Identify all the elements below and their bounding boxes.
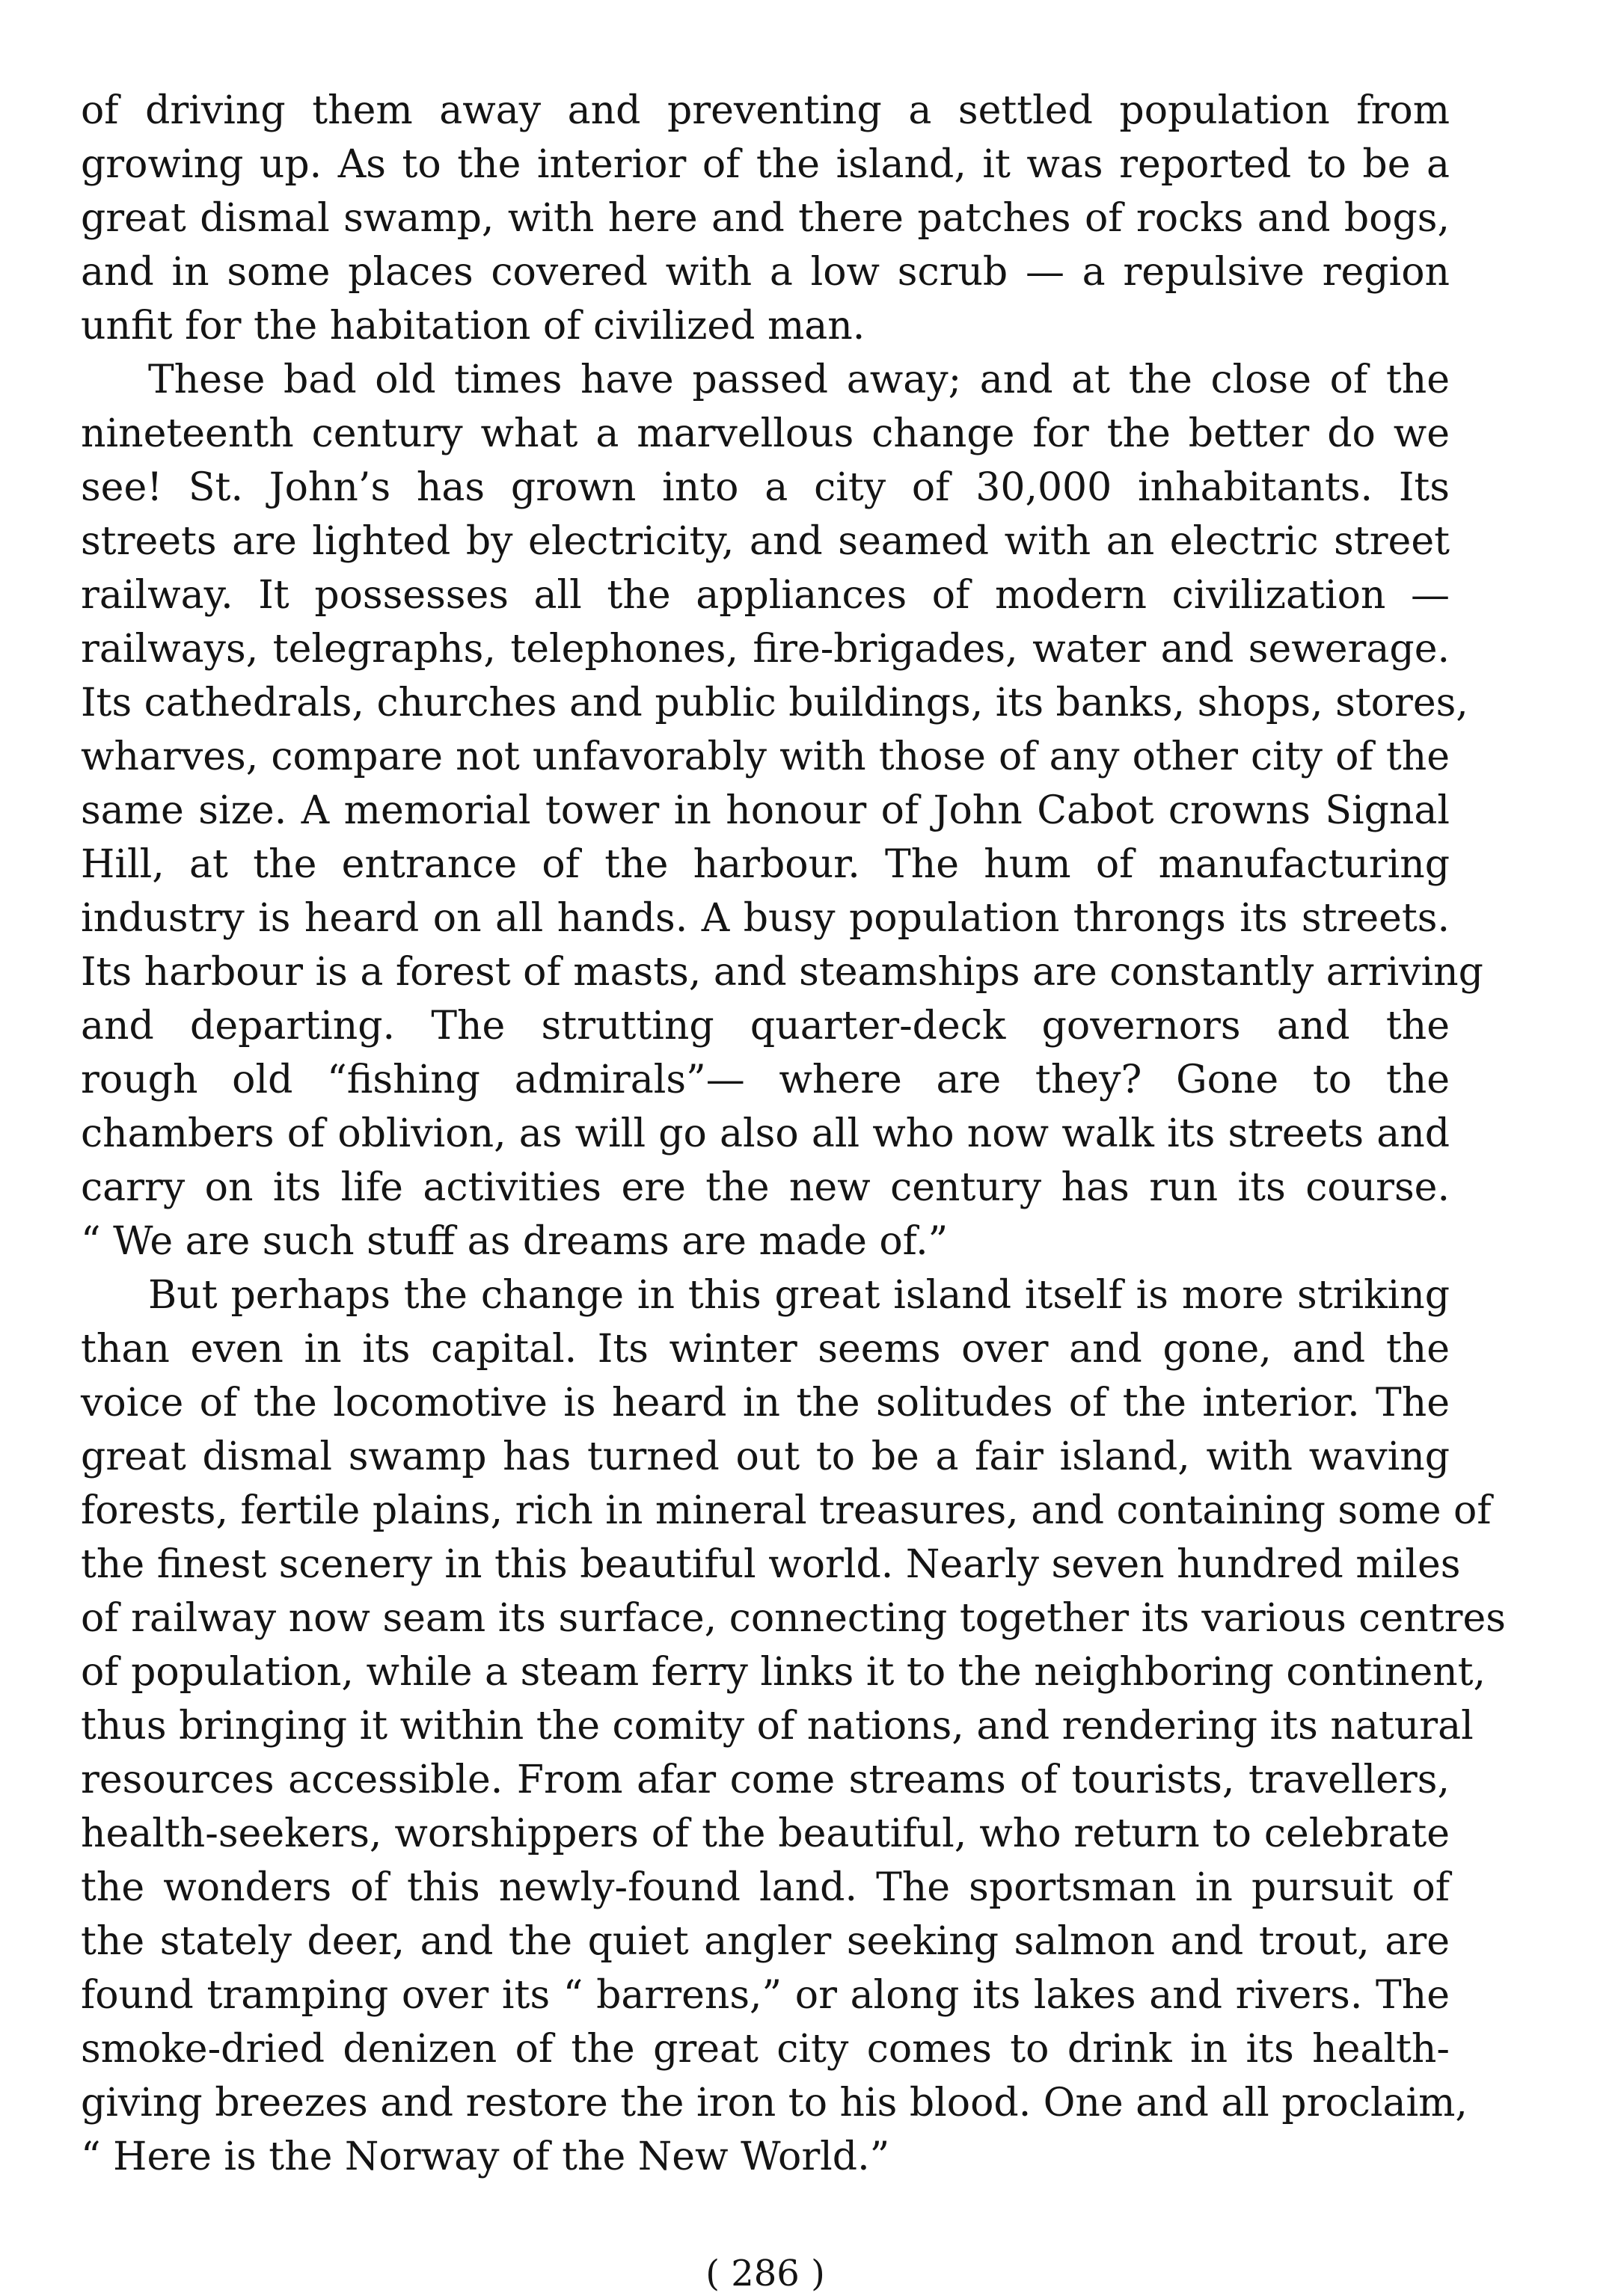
text-line: see! St. John’s has grown into a city of 30,000 inhabitants. Its (81, 465, 1450, 510)
text-line: of railway now seam its surface, connecting together its various centres (81, 1596, 1506, 1641)
text-line: voice of the locomotive is heard in the solitudes of the interior. The (81, 1381, 1450, 1425)
text-line: smoke-dried denizen of the great city comes to drink in its health- (81, 2027, 1450, 2072)
text-line: Its harbour is a forest of masts, and steamships are constantly arriving (81, 950, 1483, 995)
text-line: “ Here is the Norway of the New World.” (81, 2134, 890, 2179)
text-line: the stately deer, and the quiet angler seeking salmon and trout, are (81, 1919, 1450, 1964)
text-line: wharves, compare not unfavorably with those of any other city of the (81, 734, 1450, 779)
text-line: great dismal swamp has turned out to be a fair island, with waving (81, 1434, 1450, 1479)
text-line: same size. A memorial tower in honour of John Cabot crowns Signal (81, 788, 1450, 833)
page-body (81, 84, 1506, 2295)
text-line: great dismal swamp, with here and there patches of rocks and bogs, (81, 196, 1450, 241)
text-line: These bad old times have passed away; and at the close of the (148, 357, 1450, 402)
text-line: unfit for the habitation of civilized man. (81, 304, 865, 349)
text-line: giving breezes and restore the iron to his blood. One and all proclaim, (81, 2081, 1468, 2125)
page-number: ( 286 ) (705, 2253, 825, 2295)
text-line: streets are lighted by electricity, and seamed with an electric street (81, 519, 1450, 564)
text-line: the finest scenery in this beautiful world. Nearly seven hundred miles (81, 1542, 1461, 1587)
paragraph-3 (81, 1268, 1506, 2184)
text-line: resources accessible. From afar come streams of tourists, travellers, (81, 1758, 1450, 1802)
text-line: health-seekers, worshippers of the beautiful, who return to celebrate (81, 1811, 1450, 1856)
text-line: than even in its capital. Its winter seems over and gone, and the (81, 1327, 1450, 1372)
text-line: found tramping over its “ barrens,” or along its lakes and rivers. The (81, 1973, 1450, 2018)
text-line: carry on its life activities ere the new century has run its course. (81, 1165, 1450, 1210)
text-line: Its cathedrals, churches and public buildings, its banks, shops, stores, (81, 681, 1468, 725)
text-line: chambers of oblivion, as will go also all who now walk its streets and (81, 1111, 1450, 1156)
text-line: railway. It possesses all the appliances of modern civilization — (81, 573, 1450, 618)
text-line: of driving them away and preventing a settled population from (81, 88, 1450, 133)
text-line: Hill, at the entrance of the harbour. The hum of manufacturing (81, 842, 1450, 887)
text-line: “ We are such stuff as dreams are made of.” (81, 1219, 949, 1264)
text-line: forests, fertile plains, rich in mineral treasures, and containing some of (81, 1488, 1492, 1533)
text-line: industry is heard on all hands. A busy population throngs its streets. (81, 896, 1450, 941)
text-line: thus bringing it within the comity of nations, and rendering its natural (81, 1704, 1474, 1749)
text-line: and departing. The strutting quarter-deck governors and the (81, 1004, 1450, 1049)
text-line: railways, telegraphs, telephones, fire-brigades, water and sewerage. (81, 627, 1450, 672)
paragraph-1 (81, 84, 1450, 353)
text-line: of population, while a steam ferry links it to the neighboring continent, (81, 1650, 1486, 1695)
text-line: the wonders of this newly-found land. The sportsman in pursuit of (81, 1865, 1450, 1910)
text-line: nineteenth century what a marvellous change for the better do we (81, 411, 1450, 456)
text-line: But perhaps the change in this great island itself is more striking (148, 1273, 1450, 1318)
text-line: and in some places covered with a low scrub — a repulsive region (81, 250, 1450, 295)
paragraph-2 (81, 353, 1483, 1268)
text-line: rough old “fishing admirals”— where are they? Gone to the (81, 1058, 1450, 1102)
text-line: growing up. As to the interior of the island, it was reported to be a (81, 142, 1450, 187)
